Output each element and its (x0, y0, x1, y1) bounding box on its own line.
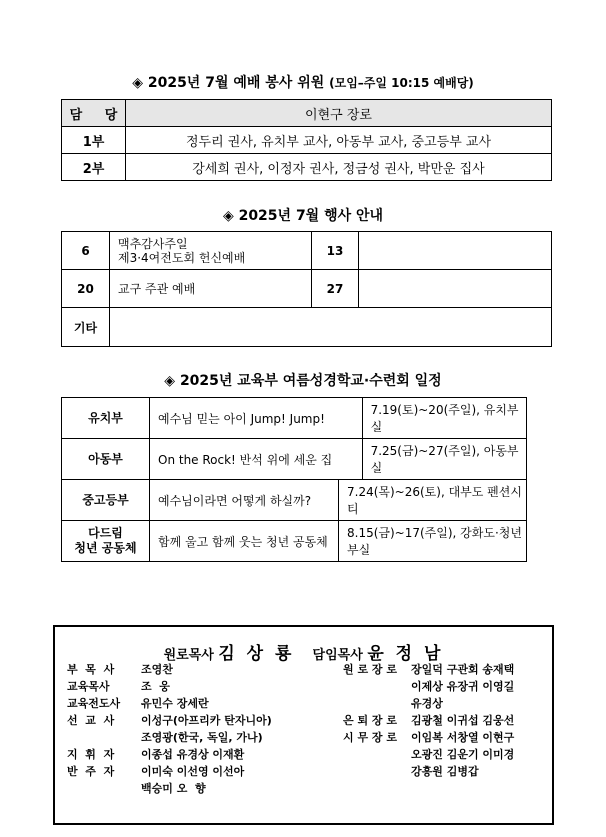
program-date: 7.25(금)~27(주일), 아동부실 (362, 439, 526, 480)
service-committee-table (61, 99, 552, 181)
table-row (62, 270, 552, 308)
header-value: 이현구 장로 (126, 100, 552, 127)
summer-schedule-table (61, 397, 527, 562)
table-row (62, 521, 527, 562)
group-name: 유치부 (62, 398, 150, 439)
event-name: 교구 주관 예배 (110, 270, 312, 308)
group-name: 아동부 (62, 439, 150, 480)
left-role-labels: 부 목 사 교육목사 교육전도사 선 교 사 지 휘 자 반 주 자 (67, 663, 121, 778)
emeritus-pastor-name: 김 상 룡 (218, 644, 295, 664)
row-label: 2부 (62, 154, 126, 181)
event-name (359, 232, 552, 270)
section3-title: ◈ 2025년 교육부 여름성경학교·수련회 일정 (164, 373, 442, 389)
row-label: 1부 (62, 127, 126, 154)
group-name: 중고등부 (62, 480, 150, 521)
program-date: 7.19(토)~20(주일), 유치부실 (362, 398, 526, 439)
senior-pastor-name: 윤 정 남 (367, 644, 444, 664)
program-date: 8.15(금)~17(주일), 강화도·청년부실 (339, 521, 527, 562)
etc-value (110, 308, 552, 347)
staff-box (53, 625, 554, 825)
section1-subtitle: (모임–주일 10:15 예배당) (329, 76, 474, 90)
event-name: 맥추감사주일 제3·4여전도회 헌신예배 (110, 232, 312, 270)
table-row (62, 232, 552, 270)
header-label: 담 당 (62, 100, 126, 127)
event-date: 20 (62, 270, 110, 308)
program-name: On the Rock! 반석 위에 세운 집 (150, 439, 363, 480)
group-name: 다드림 청년 공동체 (62, 521, 150, 562)
program-name: 예수님 믿는 아이 Jump! Jump! (150, 398, 363, 439)
pastors-line: 원로목사 김 상 룡 담임목사 윤 정 남 (163, 644, 444, 664)
etc-label: 기타 (62, 308, 110, 347)
table-row (62, 127, 552, 154)
table-row (62, 439, 527, 480)
events-table (61, 231, 552, 347)
section1-title: ◈ 2025년 7월 예배 봉사 위원 (모임–주일 10:15 예배당) (132, 75, 474, 91)
event-date: 6 (62, 232, 110, 270)
table-row (62, 154, 552, 181)
event-date: 27 (312, 270, 359, 308)
table-row (62, 100, 552, 127)
right-role-labels: 원 로 장 로 은 퇴 장 로 시 무 장 로 (343, 663, 397, 744)
program-date: 7.24(목)~26(토), 대부도 펜션시티 (339, 480, 527, 521)
right-staff-names: 장일덕 구관회 송재택 이제상 유장귀 이영길 유경상 김광철 이귀섭 김웅선 이임복 서창열 이현구 오광진 김운기 이미경 강흥원 김병갑 (411, 663, 515, 778)
section2-title: ◈ 2025년 7월 행사 안내 (222, 208, 384, 224)
table-row (62, 480, 527, 521)
program-name: 예수님이라면 어떻게 하실까? (150, 480, 339, 521)
left-staff-names: 조영찬 조 웅 유민수 장세란 이성구(아프리카 탄자니아) 조영광(한국, 독일, 가나) 이종섭 유경상 이재환 이미숙 이선영 이선아 백승미 오 향 (141, 663, 272, 795)
event-date: 13 (312, 232, 359, 270)
row-value: 강세희 권사, 이정자 권사, 정금성 권사, 박만운 집사 (126, 154, 552, 181)
table-row (62, 308, 552, 347)
program-name: 함께 울고 함께 웃는 청년 공동체 (150, 521, 339, 562)
event-name (359, 270, 552, 308)
table-row (62, 398, 527, 439)
row-value: 정두리 권사, 유치부 교사, 아동부 교사, 중고등부 교사 (126, 127, 552, 154)
